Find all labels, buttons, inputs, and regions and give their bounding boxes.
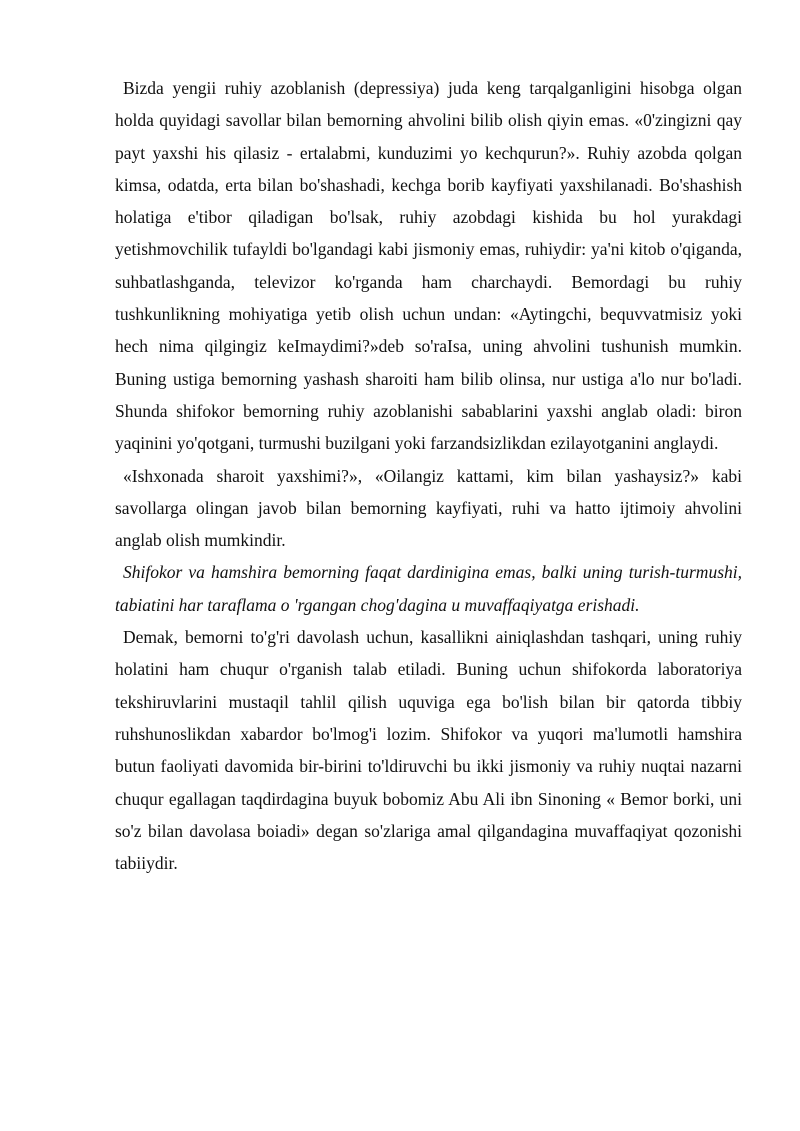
document-page — [115, 72, 742, 879]
paragraph-depression: Bizda yengii ruhiy azoblanish (depressiya) juda keng tarqalganligini hisobga olgan holda quyidagi savollar bilan bemorning ahvolini bilib olish qiyin emas. «0'zingizni qay payt yaxshi his qilasiz - ertalabmi, kunduzimi yo kechqurun?». Ruhiy azobda qolgan kimsa, odatda, erta bilan bo'shashadi, kechga borib kayfiyati yaxshilanadi. Bo'shashish holatiga e'tibor qiladigan bo'lsak, ruhiy azobdagi kishida bu hol yurakdagi yetishmovchilik tufayldi bo'lgandagi kabi jismoniy emas, ruhiydir: ya'ni kitob o'qiganda, suhbatlashganda, televizor ko'rganda ham charchaydi. Bemordagi bu ruhiy tushkunlikning mohiyatiga yetib olish uchun undan: «Aytingchi, bequvvatmisiz yoki hech nima qilgingiz keImaydimi?»deb so'raIsa, uning ahvolini tushunish mumkin. Buning ustiga bemorning yashash sharoiti ham bilib olinsa, nur ustiga a'lo nur bo'ladi. Shunda shifokor bemorning ruhiy azoblanishi sabablarini yaxshi anglab oladi: biron yaqinini yo'qotgani, turmushi buzilgani yoki farzandsizlikdan ezilayotganini anglaydi. — [115, 78, 742, 454]
paragraph-questions: «Ishxonada sharoit yaxshimi?», «Oilangiz kattami, kim bilan yashaysiz?» kabi savollarga olingan javob bilan bemorning kayfiyati, ruhi va hatto ijtimoiy ahvolini anglab olish mumkindir. — [115, 465, 742, 551]
paragraph-conclusion: Demak, bemorni to'g'ri davolash uchun, kasallikni ainiqlashdan tashqari, uning ruhiy holatini ham chuqur o'rganish talab etiladi. Buning uchun shifokorda laboratoriya tekshiruvlarini mustaqil tahlil qilish uquviga ega bo'lish bilan bir qatorda tibbiy ruhshunoslikdan xabardor bo'lmog'i lozim. Shifokor va yuqori ma'lumotli hamshira butun faoliyati davomida bir-birini to'ldiruvchi bu ikki jismoniy va ruhiy nuqtai nazarni chuqur egallagan taqdirdagina buyuk bobomiz Abu Ali ibn Sinoning « Bemor borki, uni so'z bilan davolasa boiadi» degan so'zlariga amal qilgandagina muvaffaqiyat qozonishi tabiiydir. — [115, 627, 742, 874]
paragraph-emphasis: Shifokor va hamshira bemorning faqat dardinigina emas, balki uning turish-turmushi, tabiatini har taraflama o 'rgangan chog'dagina u muvaffaqiyatga erishadi. — [115, 562, 742, 615]
